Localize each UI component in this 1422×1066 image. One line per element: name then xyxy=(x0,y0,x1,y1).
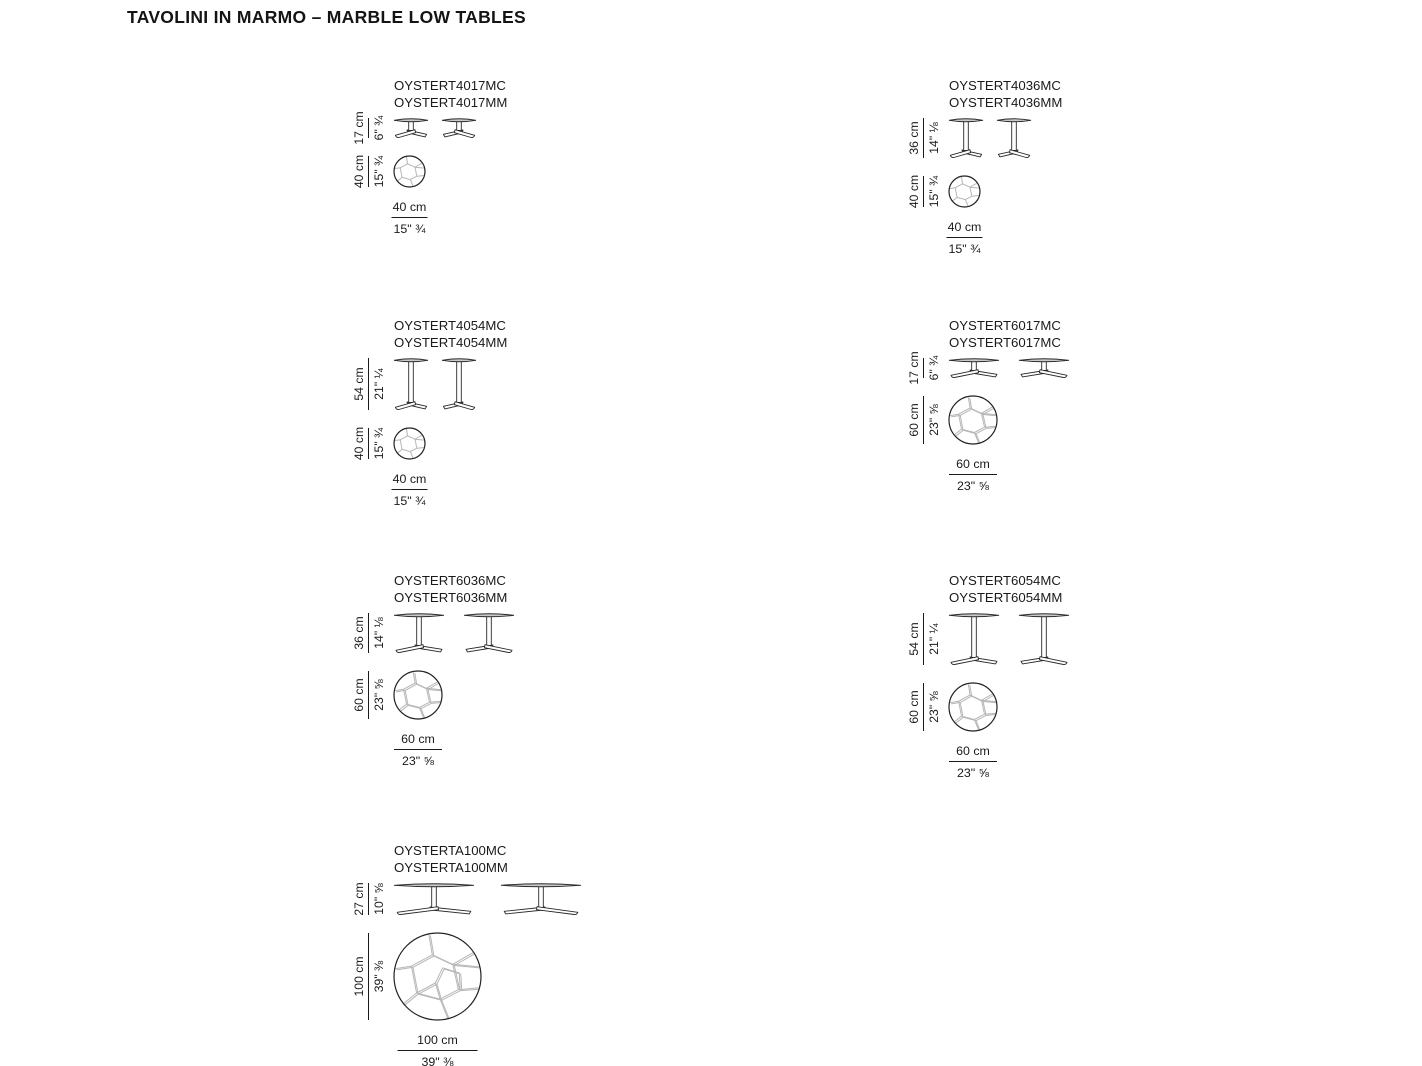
marble-vein xyxy=(404,966,417,1003)
product-code-line-1: OYSTERT4017MC xyxy=(394,78,506,93)
diameter-cm-label: 60 cm xyxy=(907,403,921,437)
bottom-diameter-cm-label: 100 cm xyxy=(417,1033,458,1047)
table-side-view xyxy=(394,359,428,410)
diameter-cm-label: 40 cm xyxy=(352,426,366,461)
marble-vein xyxy=(405,967,418,1004)
base-leg-front xyxy=(455,402,475,410)
height-inches-label: 21" ¼ xyxy=(927,623,941,655)
bottom-diameter-inches-label: 15" ¾ xyxy=(393,494,426,508)
tabletop-top-view xyxy=(949,396,998,445)
product-block xyxy=(903,316,1233,500)
table-side-view xyxy=(464,614,514,653)
marble-vein xyxy=(970,685,995,702)
base-leg-front xyxy=(485,645,513,653)
marble-vein xyxy=(415,673,440,690)
marble-top-edge xyxy=(394,614,444,617)
product-code-line-1: OYSTERT4054MC xyxy=(394,318,506,333)
marble-top-edge xyxy=(464,614,514,617)
base-leg-front xyxy=(395,402,415,410)
bottom-diameter-cm-label: 60 cm xyxy=(401,732,435,746)
marble-vein xyxy=(435,968,442,999)
marble-top-edge xyxy=(442,119,476,122)
pedestal-column xyxy=(1042,362,1047,371)
base-leg-front xyxy=(395,130,415,138)
table-side-view xyxy=(949,119,983,158)
bottom-diameter-inches-label: 23" ⅝ xyxy=(957,766,989,780)
pedestal-column xyxy=(457,122,462,131)
height-inches-label: 14" ⅛ xyxy=(927,122,941,154)
marble-vein xyxy=(415,439,425,440)
product-block xyxy=(348,316,678,515)
marble-vein xyxy=(415,167,425,168)
marble-top-edge xyxy=(949,119,983,122)
base-leg-front xyxy=(396,645,424,653)
pedestal-column xyxy=(964,122,969,151)
tabletop-top-view xyxy=(394,428,425,459)
base-leg-front xyxy=(950,150,970,158)
pedestal-column xyxy=(972,617,977,658)
bottom-diameter-cm-label: 40 cm xyxy=(392,472,427,486)
product-code-line-1: OYSTERT4036MC xyxy=(949,78,1061,93)
table-side-view xyxy=(442,119,476,138)
marble-vein xyxy=(970,187,972,196)
pedestal-column xyxy=(432,887,437,908)
marble-top-edge xyxy=(1019,614,1069,617)
marble-vein xyxy=(417,993,448,1019)
bottom-diameter-cm-label: 40 cm xyxy=(947,220,982,234)
table-side-view xyxy=(949,359,999,378)
diameter-cm-label: 60 cm xyxy=(907,690,921,724)
base-leg-front xyxy=(1040,657,1068,665)
table-side-view xyxy=(394,119,428,138)
marble-top-edge xyxy=(949,359,999,362)
height-inches-label: 6" ¾ xyxy=(927,355,941,381)
diameter-inches-label: 23" ⅝ xyxy=(927,691,941,723)
marble-top-edge xyxy=(394,359,428,362)
pedestal-column xyxy=(409,122,414,131)
marble-vein xyxy=(417,983,436,993)
product-code-line-2: OYSTERT4054MM xyxy=(394,335,508,350)
height-inches-label: 10" ⅝ xyxy=(372,883,386,915)
product-code-line-2: OYSTERT6036MM xyxy=(394,590,508,605)
marble-top-edge xyxy=(997,119,1031,122)
marble-vein xyxy=(397,440,402,453)
diameter-cm-label: 100 cm xyxy=(352,956,366,997)
height-cm-label: 27 cm xyxy=(352,882,366,916)
tabletop-outline xyxy=(949,176,980,207)
diameter-cm-label: 40 cm xyxy=(907,174,921,209)
tabletop-outline xyxy=(394,428,425,459)
product-block xyxy=(348,76,678,243)
base-leg-front xyxy=(951,657,979,665)
marble-vein xyxy=(453,964,459,989)
product-code-line-2: OYSTERT6017MC xyxy=(949,335,1061,350)
marble-vein xyxy=(406,157,422,168)
pedestal-column xyxy=(409,362,414,403)
pedestal-column xyxy=(972,362,977,371)
base-leg-front xyxy=(951,370,979,378)
product-code-line-1: OYSTERT6054MC xyxy=(949,573,1061,588)
tabletop-top-view xyxy=(394,156,425,187)
diameter-inches-label: 23" ⅝ xyxy=(927,404,941,436)
marble-vein xyxy=(406,429,422,440)
marble-top-edge xyxy=(442,359,476,362)
product-block xyxy=(903,76,1233,263)
height-cm-label: 54 cm xyxy=(907,622,921,656)
bottom-diameter-inches-label: 15" ¾ xyxy=(948,242,981,256)
height-inches-label: 21" ¼ xyxy=(372,368,386,400)
table-side-view xyxy=(501,884,581,915)
marble-vein xyxy=(418,994,449,1020)
marble-vein xyxy=(418,984,437,994)
tabletop-outline xyxy=(949,683,997,731)
diameter-cm-label: 60 cm xyxy=(352,678,366,712)
tabletop-outline xyxy=(394,933,481,1020)
page-title: TAVOLINI IN MARMO – MARBLE LOW TABLES xyxy=(127,7,526,27)
diameter-inches-label: 15" ¾ xyxy=(372,155,386,188)
table-side-view xyxy=(997,119,1031,158)
marble-vein xyxy=(430,936,474,966)
product-block xyxy=(903,571,1233,787)
bottom-diameter-cm-label: 40 cm xyxy=(392,200,427,214)
bottom-diameter-inches-label: 23" ⅝ xyxy=(402,754,434,768)
marble-vein xyxy=(415,167,417,176)
base-leg-front xyxy=(537,907,578,915)
product-code-line-2: OYSTERT4036MM xyxy=(949,95,1063,110)
tabletop-top-view xyxy=(394,671,443,720)
table-side-view xyxy=(1019,614,1069,665)
product-code-line-2: OYSTERT6054MM xyxy=(949,590,1063,605)
product-block xyxy=(348,841,678,1066)
tabletop-outline xyxy=(394,156,425,187)
base-leg-front xyxy=(397,907,438,915)
pedestal-column xyxy=(457,362,462,403)
pedestal-column xyxy=(1012,122,1017,151)
marble-vein xyxy=(397,168,402,181)
base-leg-front xyxy=(1010,150,1030,158)
base-leg-front xyxy=(455,130,475,138)
diameter-inches-label: 15" ¾ xyxy=(372,427,386,460)
tabletop-outline xyxy=(949,396,997,444)
product-code-line-1: OYSTERTA100MC xyxy=(394,843,507,858)
diameter-inches-label: 23" ⅝ xyxy=(372,679,386,711)
marble-vein xyxy=(415,439,417,448)
table-side-view xyxy=(949,614,999,665)
table-side-view xyxy=(442,359,476,410)
marble-vein xyxy=(970,187,980,188)
tabletop-top-view xyxy=(394,933,481,1020)
height-inches-label: 14" ⅛ xyxy=(372,617,386,649)
marble-top-edge xyxy=(394,119,428,122)
tabletop-top-view xyxy=(949,683,998,732)
bottom-diameter-cm-label: 60 cm xyxy=(956,457,990,471)
marble-vein xyxy=(970,398,995,415)
height-inches-label: 6" ¾ xyxy=(372,115,386,141)
marble-top-edge xyxy=(949,614,999,617)
marble-top-edge xyxy=(1019,359,1069,362)
pedestal-column xyxy=(539,887,544,908)
product-code-line-2: OYSTERTA100MM xyxy=(394,860,508,875)
table-side-view xyxy=(394,614,444,653)
height-cm-label: 54 cm xyxy=(352,367,366,401)
marble-vein xyxy=(961,177,977,188)
product-code-line-1: OYSTERT6036MC xyxy=(394,573,506,588)
product-code-line-1: OYSTERT6017MC xyxy=(949,318,1061,333)
bottom-diameter-inches-label: 15" ¾ xyxy=(393,222,426,236)
diameter-cm-label: 40 cm xyxy=(352,154,366,189)
pedestal-column xyxy=(487,617,492,646)
marble-top-edge xyxy=(394,884,474,887)
pedestal-column xyxy=(1042,617,1047,658)
pedestal-column xyxy=(417,617,422,646)
height-cm-label: 36 cm xyxy=(352,616,366,650)
marble-vein xyxy=(429,934,473,964)
bottom-diameter-inches-label: 39" ⅜ xyxy=(421,1055,454,1066)
marble-vein xyxy=(437,969,444,1000)
bottom-diameter-inches-label: 23" ⅝ xyxy=(957,479,989,493)
diameter-inches-label: 39" ⅜ xyxy=(372,960,386,993)
table-side-view xyxy=(1019,359,1069,378)
product-code-line-2: OYSTERT4017MM xyxy=(394,95,508,110)
diameter-inches-label: 15" ¾ xyxy=(927,175,941,208)
tabletop-top-view xyxy=(949,176,980,207)
height-cm-label: 17 cm xyxy=(352,111,366,145)
tabletop-outline xyxy=(394,671,442,719)
height-cm-label: 36 cm xyxy=(907,121,921,155)
bottom-diameter-cm-label: 60 cm xyxy=(956,744,990,758)
table-side-view xyxy=(394,884,474,915)
marble-top-edge xyxy=(501,884,581,887)
height-cm-label: 17 cm xyxy=(907,351,921,385)
product-block xyxy=(348,571,678,775)
marble-vein xyxy=(952,188,957,201)
base-leg-front xyxy=(1040,370,1068,378)
